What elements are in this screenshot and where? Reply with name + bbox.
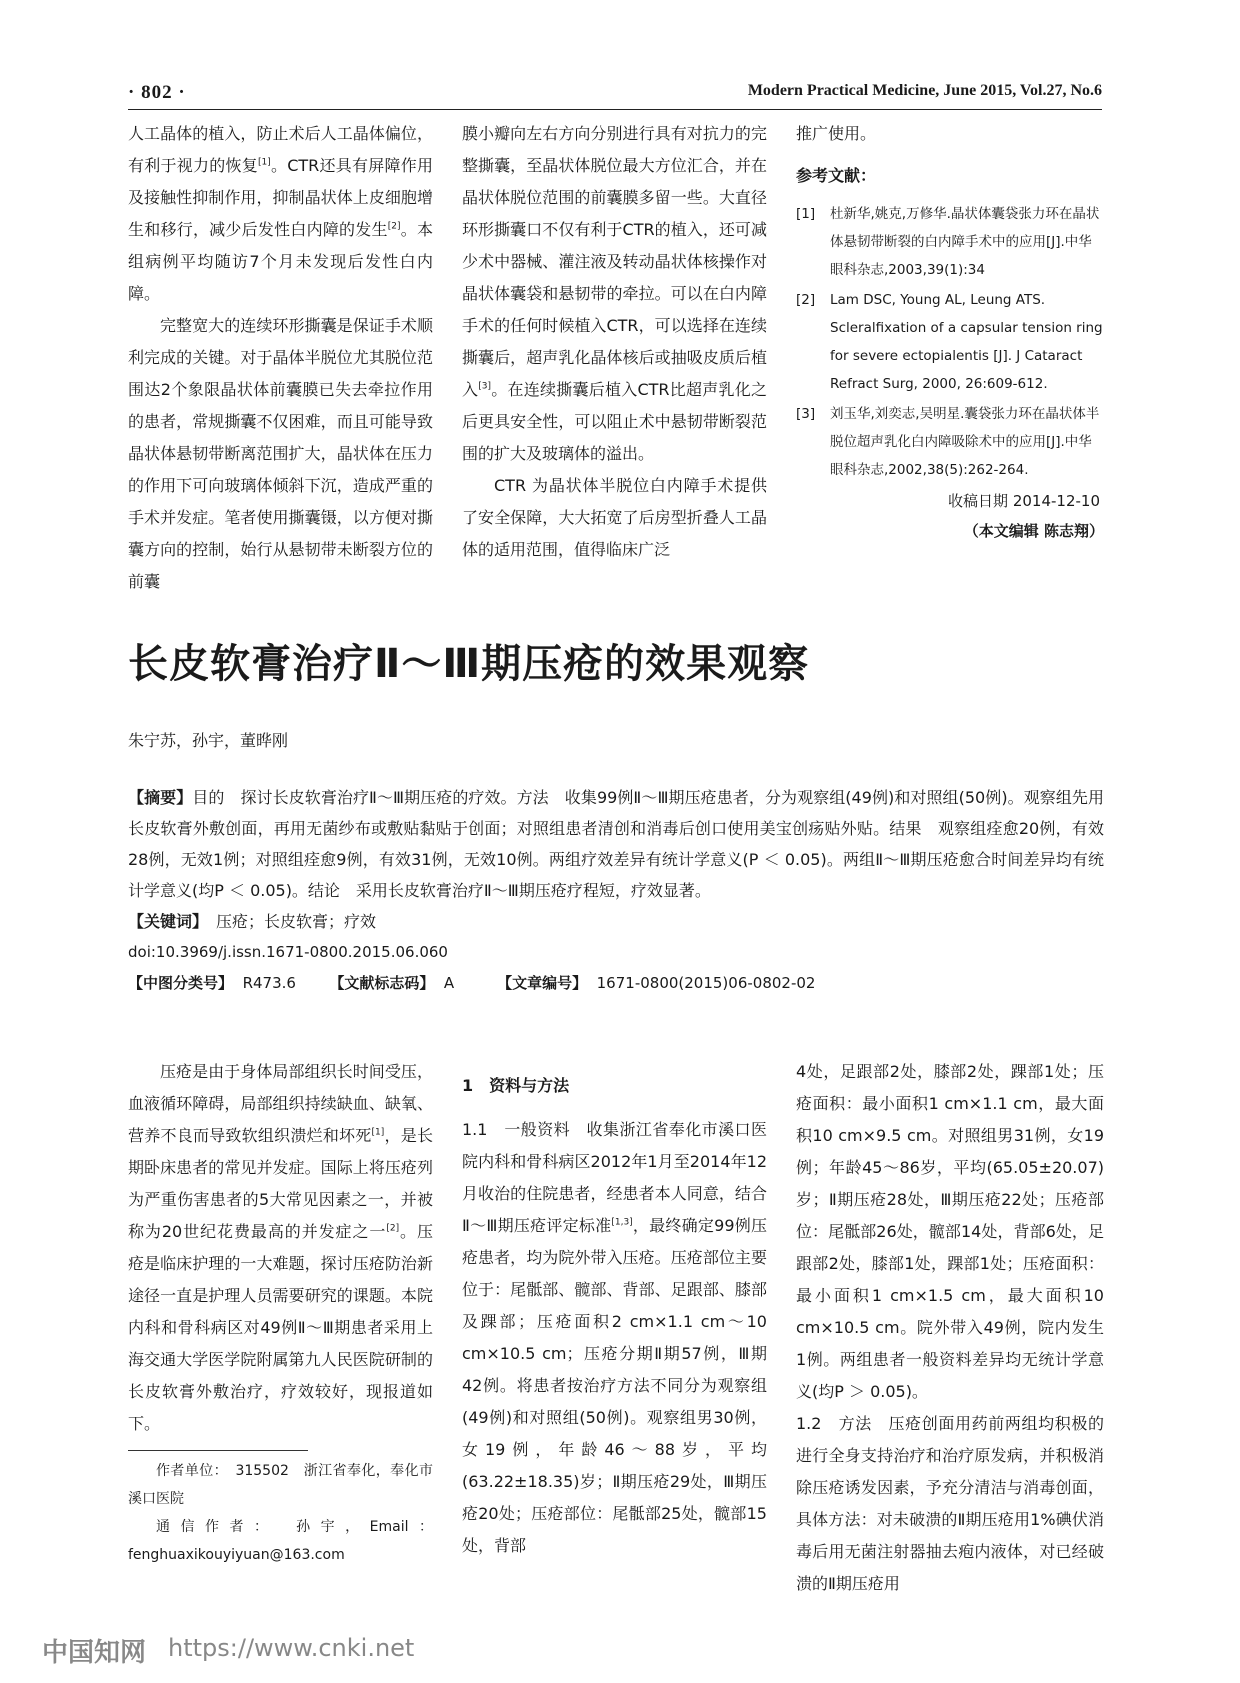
cnki-url: https://www.cnki.net [168, 1634, 415, 1662]
section-heading: 1 资料与方法 [462, 1076, 570, 1095]
reference-number: [2] [796, 292, 816, 308]
body-column-2 [462, 1060, 767, 1562]
abstract-label: 【摘要】 [128, 788, 193, 807]
abstract-text: 目的 探讨长皮软膏治疗Ⅱ～Ⅲ期压疮的疗效。方法 收集99例Ⅱ～Ⅲ期压疮患者，分为观察组(49例)和对照组(50例)。观察组先用长皮软膏外敷创面，再用无菌纱布或敷贴黏贴于创面；对照组患者清创和消毒后创口使用美宝创疡贴外贴。结果 观察组痊愈20例，有效28例，无效1例；对照组痊愈9例，有效31例，无效10例。两组疗效差异有统计学意义(P ＜ 0.05)。两组Ⅱ～Ⅲ期压疮愈合时间差异均有统计学意义(均P ＜ 0.05)。结论 采用长皮软膏治疗Ⅱ～Ⅲ期压疮疗程短，疗效显著。 [128, 788, 1104, 900]
header-rule [128, 109, 1102, 110]
body-column-1 [128, 1056, 433, 1569]
top-column-1 [128, 118, 433, 598]
page-number: · 802 · [128, 82, 186, 103]
top-column-2 [462, 118, 767, 566]
editor-note: （本文编辑 陈志翔） [963, 522, 1104, 540]
reference-item [796, 400, 1104, 484]
reference-number: [3] [796, 406, 816, 422]
reference-text: Lam DSC, Young AL, Leung ATS. Scleralfixation of a capsular tension ring for severe ectopialentis [J]. J Cataract Refract Surg, 2000, 26:609-612. [830, 292, 1103, 392]
references-heading: 参考文献： [796, 166, 877, 185]
article-authors: 朱宁苏，孙宇，董晔刚 [128, 731, 289, 750]
reference-item [796, 200, 1104, 284]
reference-text: 杜新华,姚克,万修华.晶状体囊袋张力环在晶状体悬韧带断裂的白内障手术中的应用[J].中华眼科杂志,2003,39(1):34 [830, 206, 1100, 278]
paragraph: 压疮是由于身体局部组织长时间受压，血液循环障碍，局部组织持续缺血、缺氧、营养不良而导致软组织溃烂和坏死[1]，是长期卧床患者的常见并发症。国际上将压疮列为严重伤害患者的5大常见因素之一，并被称为20世纪花费最高的并发症之一[2]。压疮是临床护理的一大难题，探讨压疮防治新途径一直是护理人员需要研究的课题。本院内科和骨科病区对49例Ⅱ～Ⅲ期患者采用上海交通大学医学院附属第九人民医院研制的长皮软膏外敷治疗，疗效较好，现报道如下。 [128, 1062, 433, 1433]
clc-value: R473.6 [242, 974, 296, 992]
paragraph: 推广使用。 [796, 124, 877, 143]
paragraph: 1.2 方法 压疮创面用药前两组均积极的进行全身支持治疗和治疗原发病，并积极消除压疮诱发因素，予充分清洁与消毒创面，具体方法：对未破溃的Ⅱ期压疮用1%碘伏消毒后用无菌注射器抽去疱内液体，对已经破溃的Ⅱ期压疮用 [796, 1414, 1104, 1593]
doc-code-label: 【文献标志码】 [329, 974, 435, 992]
body-column-3 [796, 1056, 1104, 1600]
correspondence: 通信作者： 孙宇，Email：fenghuaxikouyiyuan@163.com [128, 1519, 433, 1563]
clc-label: 【中图分类号】 [128, 974, 234, 992]
article-no-label: 【文章编号】 [497, 974, 588, 992]
abstract [128, 782, 1104, 906]
paragraph: 1.1 一般资料 收集浙江省奉化市溪口医院内科和骨科病区2012年1月至2014年12月收治的住院患者，经患者本人同意，结合Ⅱ～Ⅲ期压疮评定标准[1,3]，最终确定99例压疮患者，均为院外带入压疮。压疮部位主要位于：尾骶部、髋部、背部、足跟部、膝部及踝部；压疮面积2 cm×1.1 cm～10 cm×10.5 cm；压疮分期Ⅱ期57例，Ⅲ期42例。将患者按治疗方法不同分为观察组(49例)和对照组(50例)。观察组男30例，女19例，年龄46～88岁，平均(63.22±18.35)岁；Ⅱ期压疮29处，Ⅲ期压疮20处；压疮部位：尾骶部25处，髋部15处，背部 [462, 1120, 767, 1555]
received-date: 收稿日期 2014-12-10 [948, 492, 1100, 510]
classification-line [128, 968, 1104, 999]
paragraph: 完整宽大的连续环形撕囊是保证手术顺利完成的关键。对于晶体半脱位尤其脱位范围达2个象限晶状体前囊膜已失去牵拉作用的患者，常规撕囊不仅困难，而且可能导致晶状体悬韧带断离范围扩大，晶状体在压力的作用下可向玻璃体倾斜下沉，造成严重的手术并发症。笔者使用撕囊镊，以方便对撕囊方向的控制，始行从悬韧带未断裂方位的前囊 [128, 316, 433, 591]
article-title: 长皮软膏治疗Ⅱ～Ⅲ期压疮的效果观察 [128, 641, 810, 687]
reference-number: [1] [796, 206, 816, 222]
footnote-rule [128, 1450, 308, 1451]
paragraph: 人工晶体的植入，防止术后人工晶体偏位，有利于视力的恢复[1]。CTR还具有屏障作用及接触性抑制作用，抑制晶状体上皮细胞增生和移行，减少后发性白内障的发生[2]。本组病例平均随访7个月未发现后发性白内障。 [128, 124, 433, 303]
keywords [128, 906, 1104, 937]
keywords-label: 【关键词】 [128, 912, 201, 931]
top-column-3 [796, 118, 1104, 546]
journal-citation: Modern Practical Medicine, June 2015, Vol.27, No.6 [747, 82, 1102, 99]
cnki-watermark: 中国知网 [42, 1638, 147, 1668]
paragraph: 膜小瓣向左右方向分别进行具有对抗力的完整撕囊，至晶状体脱位最大方位汇合，并在晶状体脱位范围的前囊膜多留一些。大直径环形撕囊口不仅有利于CTR的植入，还可减少术中器械、灌注液及转动晶状体核操作对晶状体囊袋和悬韧带的牵拉。可以在白内障手术的任何时候植入CTR，可以选择在连续撕囊后，超声乳化晶体核后或抽吸皮质后植入[3]。在连续撕囊后植入CTR比超声乳化之后更具安全性，可以阻止术中悬韧带断裂范围的扩大及玻璃体的溢出。 [462, 124, 767, 463]
author-affiliation: 作者单位： 315502 浙江省奉化，奉化市溪口医院 [128, 1463, 433, 1507]
keywords-text: 压疮；长皮软膏；疗效 [216, 912, 377, 931]
reference-item [796, 286, 1104, 398]
paragraph: 4处，足跟部2处，膝部2处，踝部1处；压疮面积：最小面积1 cm×1.1 cm，最大面积10 cm×9.5 cm。对照组男31例，女19例；年龄45～86岁，平均(65.05±20.07)岁；Ⅱ期压疮28处，Ⅲ期压疮22处；压疮部位：尾骶部26处，髋部14处，背部6处，足跟部2处，膝部1处，踝部1处；压疮面积：最小面积1 cm×1.5 cm，最大面积10 cm×10.5 cm。院外带入49例，院内发生1例。两组患者一般资料差异均无统计学意义(均P ＞ 0.05)。 [796, 1062, 1104, 1401]
doi: doi:10.3969/j.issn.1671-0800.2015.06.060 [128, 943, 448, 961]
article-no-value: 1671-0800(2015)06-0802-02 [596, 974, 816, 992]
abstract-block [128, 782, 1104, 999]
paragraph: CTR 为晶状体半脱位白内障手术提供了安全保障，大大拓宽了后房型折叠人工晶体的适用范围，值得临床广泛 [462, 476, 767, 559]
reference-text: 刘玉华,刘奕志,吴明星.囊袋张力环在晶状体半脱位超声乳化白内障吸除术中的应用[J].中华眼科杂志,2002,38(5):262-264. [830, 406, 1100, 478]
doc-code-value: A [443, 974, 455, 992]
